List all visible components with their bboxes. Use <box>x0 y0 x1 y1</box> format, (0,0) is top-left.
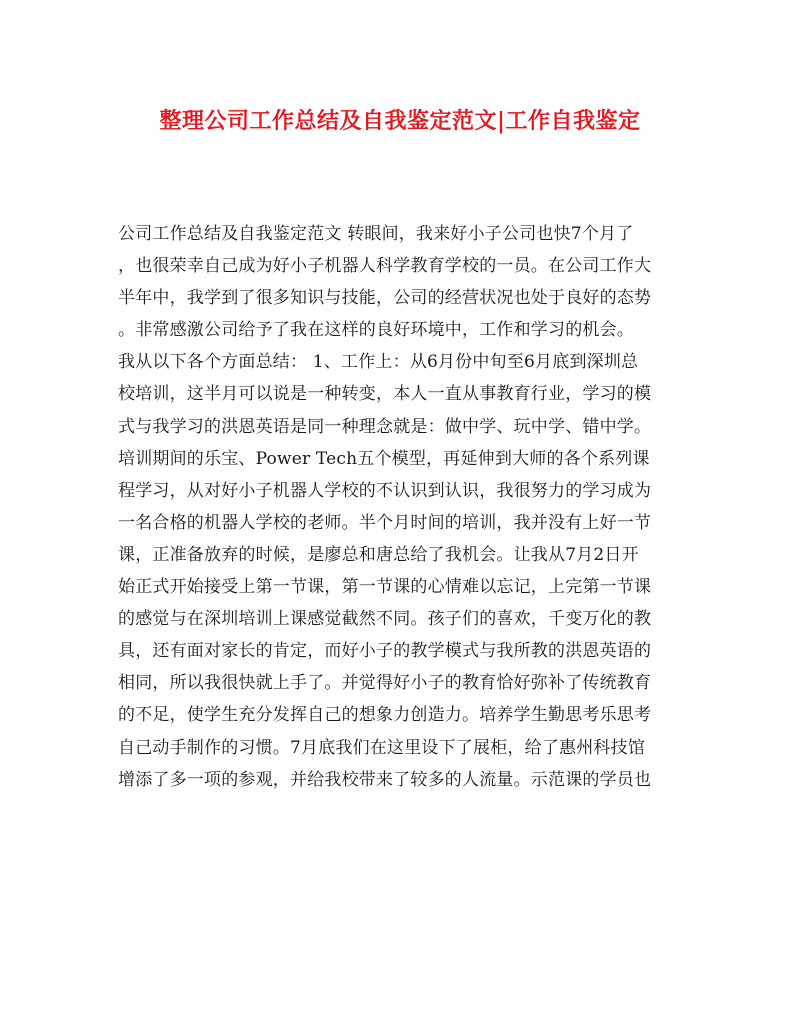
body-line: 。非常感激公司给予了我在这样的良好环境中，工作和学习的机会。 <box>118 320 634 341</box>
body-line: 式与我学习的洪恩英语是同一种理念就是：做中学、玩中学、错中学。 <box>118 416 652 437</box>
body-line: 半年中，我学到了很多知识与技能，公司的经营状况也处于良好的态势 <box>118 288 652 309</box>
body-line: 具，还有面对家长的肯定，而好小子的教学模式与我所教的洪恩英语的 <box>118 641 652 662</box>
body-line: 程学习，从对好小子机器人学校的不认识到认识，我很努力的学习成为 <box>118 480 652 501</box>
body-line: 始正式开始接受上第一节课，第一节课的心情难以忘记，上完第一节课 <box>118 577 652 598</box>
body-line: 培训期间的乐宝、Power Tech五个模型，再延伸到大师的各个系列课 <box>118 448 650 469</box>
body-line: 相同，所以我很快就上手了。并觉得好小子的教育恰好弥补了传统教育 <box>118 673 652 694</box>
body-line: 的感觉与在深圳培训上课感觉截然不同。孩子们的喜欢，千变万化的教 <box>118 609 652 630</box>
body-line: 的不足，使学生充分发挥自己的想象力创造力。培养学生勤思考乐思考 <box>118 705 652 726</box>
body-line: 课，正准备放弃的时候，是廖总和唐总给了我机会。让我从7月2日开 <box>118 544 639 565</box>
document-body <box>118 218 698 796</box>
body-line: ，也很荣幸自己成为好小子机器人科学教育学校的一员。在公司工作大 <box>118 256 652 277</box>
body-line: 自己动手制作的习惯。7月底我们在这里设下了展柜，给了惠州科技馆 <box>118 737 646 758</box>
body-line: 校培训，这半月可以说是一种转变，本人一直从事教育行业，学习的模 <box>118 384 652 405</box>
body-line: 公司工作总结及自我鉴定范文 转眼间，我来好小子公司也快7个月了 <box>118 224 634 244</box>
body-line: 增添了多一项的参观，并给我校带来了较多的人流量。示范课的学员也 <box>118 769 652 790</box>
body-line: 我从以下各个方面总结： 1、工作上：从6月份中旬至6月底到深圳总 <box>118 352 639 373</box>
body-line: 一名合格的机器人学校的老师。半个月时间的培训，我并没有上好一节 <box>118 512 652 533</box>
document-title: 整理公司工作总结及自我鉴定范文|工作自我鉴定 <box>159 108 641 134</box>
